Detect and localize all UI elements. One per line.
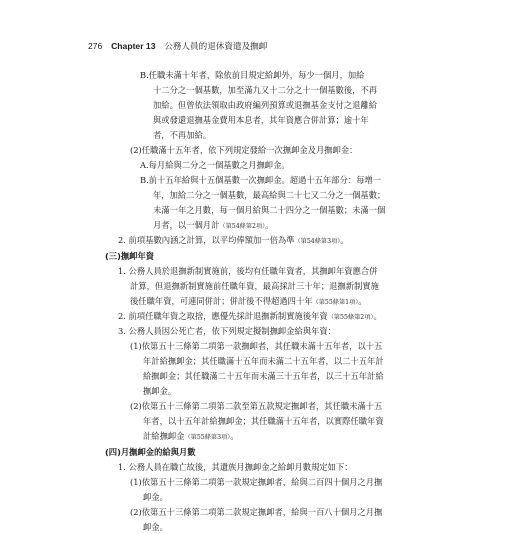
text-line: (2)依第五十三條第二項第二款至第五款規定撫卹者，其任職未滿十五 xyxy=(130,401,383,411)
chapter-label: Chapter 13 xyxy=(111,41,156,51)
line-text: 。 xyxy=(340,235,349,245)
text-line: 給撫卹金；其任職滿二十五年而未滿三十五年者，以三十五年計給 xyxy=(143,371,384,381)
text-line: 卹金。 xyxy=(143,522,168,532)
line-text: 。 xyxy=(230,431,239,441)
text-line: 與或發還退撫基金費用本息者，其年資應合併計算；逾十年 xyxy=(153,115,369,125)
text-line: (1)依第五十三條第二項第一款撫卹者，其任職未滿十五年者，以十五 xyxy=(130,341,383,351)
text-line: 1. 公務人員在職亡故後，其遺族月撫卹金之給卹月數規定如下： xyxy=(118,462,353,472)
text-line: 撫卹金。 xyxy=(143,386,177,396)
text-line: A.每月給與二分之一個基數之月撫卹金。 xyxy=(140,160,290,170)
text-line: (2)依第五十三條第二項第二款規定撫卹者，給與一百八十個月之月撫 xyxy=(130,507,383,517)
text-line: 卹金。 xyxy=(143,492,168,502)
text-line: (1)依第五十三條第二項第一款規定撫卹者，給與二百四十個月之月撫 xyxy=(130,477,383,487)
text-line xyxy=(153,219,274,233)
text-line: B.前十五年給與十五個基數一次撫卹金。超過十五年部分：每增一 xyxy=(140,175,382,185)
text-line: 者，不再加給。 xyxy=(153,130,212,140)
line-text: 計給撫卹金 xyxy=(143,431,185,441)
text-line: 十二分之一個基數，加至滿九又十二分之十一個基數後，不再 xyxy=(153,85,378,95)
citation-note: （第55條第3項） xyxy=(184,434,231,441)
line-text: 。 xyxy=(265,220,274,230)
text-line xyxy=(118,310,382,324)
running-header xyxy=(88,40,267,52)
line-text: 2. 前項任職年資之取捨，應優先採計退撫新制實施後年資 xyxy=(118,311,328,321)
text-line: (2)任職滿十五年者，依下列規定發給一次撫卹金及月撫卹金： xyxy=(130,145,358,155)
line-text: 。 xyxy=(358,296,367,306)
line-text: 。 xyxy=(373,311,382,321)
text-line xyxy=(143,430,239,444)
text-line: B.任職未滿十年者，除依前目規定給卹外，每少一個月，加給 xyxy=(140,70,365,80)
citation-note: （第55條第1項） xyxy=(312,299,359,306)
text-line: 年，加給二分之一個基數，最高給與二十七又二分之一個基數； xyxy=(153,190,386,200)
line-text: 月者，以一個月計 xyxy=(153,220,220,230)
citation-note: （第54條第2項） xyxy=(219,223,266,230)
citation-note: （第55條第2項） xyxy=(327,314,374,321)
section-heading-pension-seniority: (三)撫卹年資 xyxy=(105,251,155,261)
text-line: 加給。但曾依法領取由政府編列預算或退撫基金支付之退離給 xyxy=(153,100,378,110)
text-line: 計算，但退撫新制實施前任職年資，最高採計三十年；退撫新制實施 xyxy=(130,281,379,291)
text-line: 年計給撫卹金；其任職滿十五年而未滿二十五年者，以二十五年計 xyxy=(143,356,384,366)
line-text: 後任職年資，可連同併計；併計後不得超過四十年 xyxy=(130,296,313,306)
section-heading-monthly-pension-months: (四)月撫卹金的給與月數 xyxy=(105,447,196,457)
text-line xyxy=(130,295,367,309)
line-text: 2. 前項基數內涵之計算，以平均俸額加一倍為準 xyxy=(118,235,295,245)
text-line: 1. 公務人員於退撫新制實施前，後均有任職年資者，其撫卹年資應合併 xyxy=(118,266,378,276)
text-line: 未滿一年之月數，每一個月給與二十四分之一個基數；未滿一個 xyxy=(153,205,386,215)
page-number: 276 xyxy=(88,41,103,51)
chapter-title: 公務人員的退休資遣及撫卹 xyxy=(164,42,268,52)
text-line: 年者，以十五年計給撫卹金；其任職滿十五年者，以實際任職年資 xyxy=(143,416,384,426)
text-line: 3. 公務人員因公死亡者，依下列規定擬制撫卹金給與年資： xyxy=(118,326,336,336)
citation-note: （第54條第3項） xyxy=(294,238,341,245)
text-line xyxy=(118,234,349,248)
